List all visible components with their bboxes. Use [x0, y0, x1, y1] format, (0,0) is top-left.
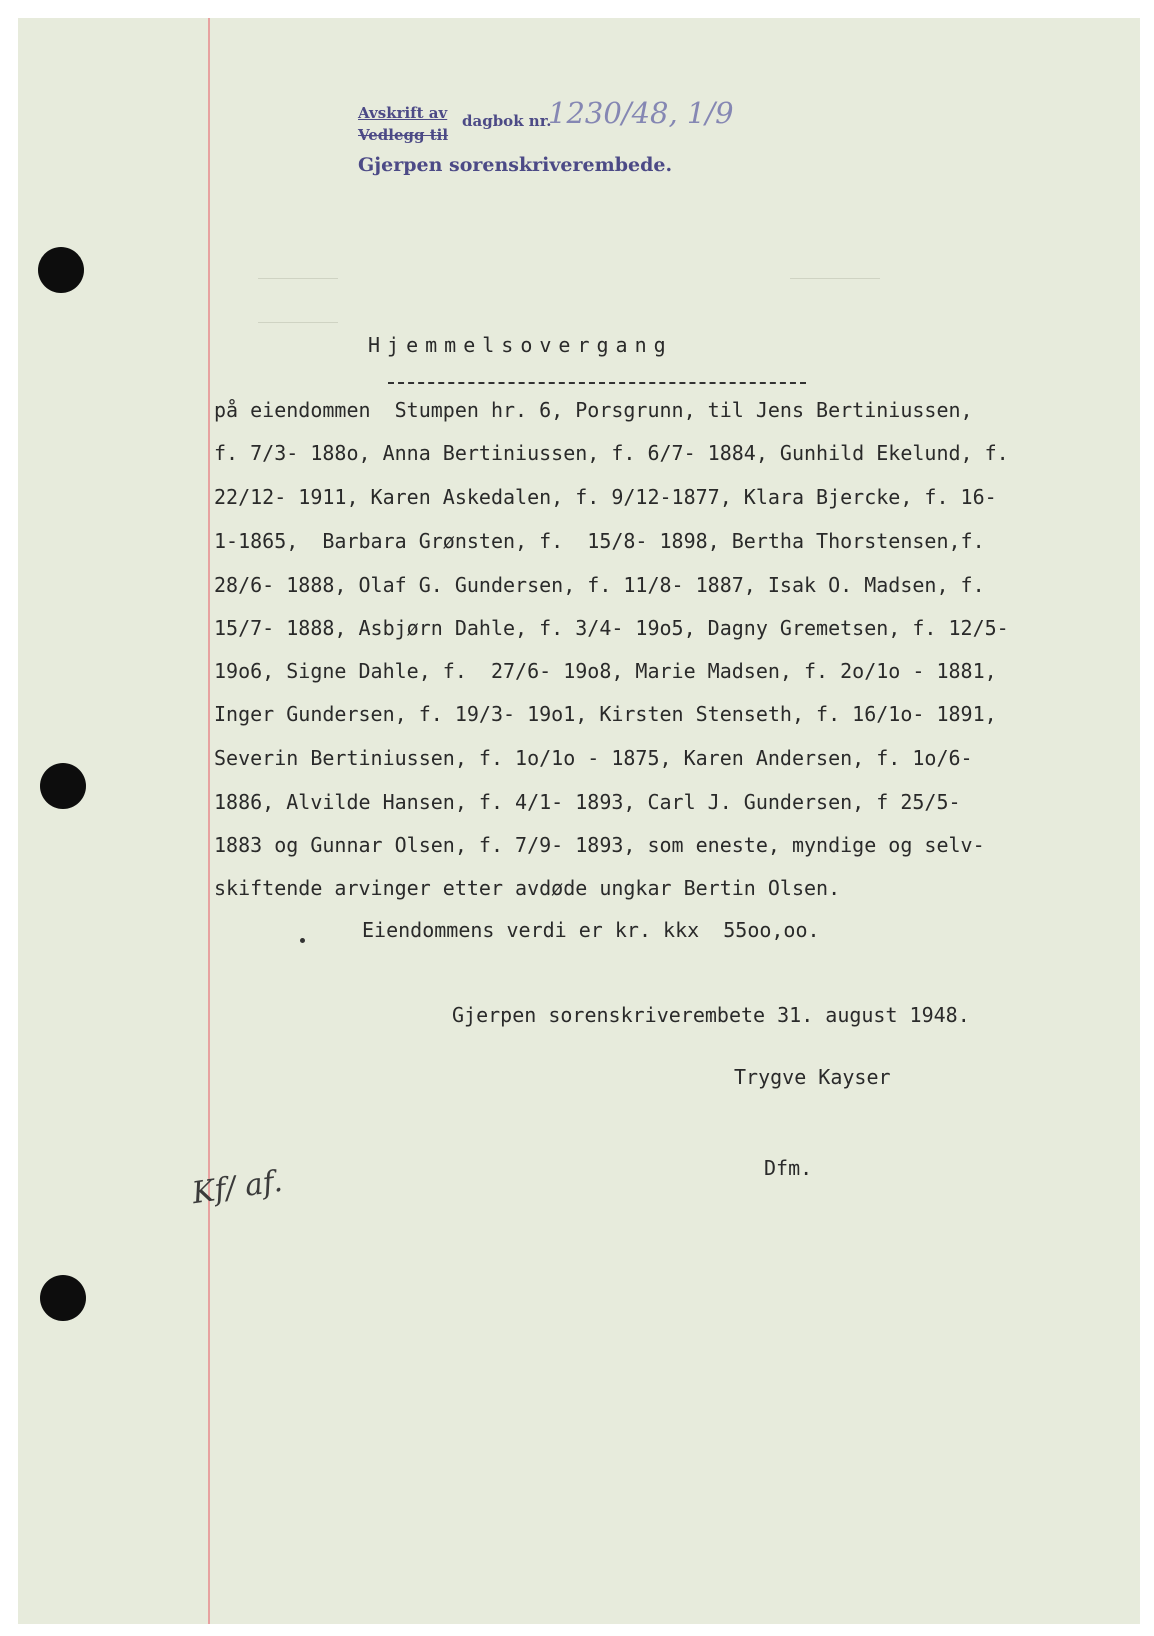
- body-line: 19o6, Signe Dahle, f. 27/6- 19o8, Marie Madsen, f. 2o/1o - 1881,: [214, 659, 997, 683]
- body-line: 1886, Alvilde Hansen, f. 4/1- 1893, Carl J. Gundersen, f 25/5-: [214, 790, 961, 814]
- handwritten-journal-number: 1230/48, 1/9: [548, 96, 734, 130]
- body-line: skiftende arvinger etter avdøde ungkar Bertin Olsen.: [214, 876, 841, 900]
- margin-line: [208, 18, 210, 1624]
- stamp-line1: Avskrift av: [358, 104, 448, 122]
- title-underline: [388, 382, 806, 384]
- property-value-line: Eiendommens verdi er kr. kkx 55oo,oo.: [362, 918, 820, 942]
- ink-dot: [300, 938, 305, 943]
- signature-name: Trygve Kayser: [734, 1065, 891, 1089]
- body-line: Inger Gundersen, f. 19/3- 19o1, Kirsten Stenseth, f. 16/1o- 1891,: [214, 702, 997, 726]
- punch-hole: [38, 247, 84, 293]
- body-line: 1883 og Gunnar Olsen, f. 7/9- 1893, som eneste, myndige og selv-: [214, 833, 985, 857]
- punch-hole: [40, 763, 86, 809]
- dfm-mark: Dfm.: [764, 1156, 813, 1180]
- body-line: 28/6- 1888, Olaf G. Gundersen, f. 11/8- 1887, Isak O. Madsen, f.: [214, 573, 985, 597]
- faint-line: [258, 278, 338, 279]
- stamp-journal-label: dagbok nr.: [462, 112, 552, 130]
- stamp-office: Gjerpen sorenskriverembede.: [358, 154, 673, 176]
- faint-line: [790, 278, 880, 279]
- document-page: [18, 18, 1140, 1624]
- handwritten-initials: Kf/ af.: [190, 1163, 285, 1212]
- punch-hole: [40, 1275, 86, 1321]
- body-line: på eiendommen Stumpen hr. 6, Porsgrunn, til Jens Bertiniussen,: [214, 398, 973, 422]
- stamp-line2: Vedlegg til: [358, 126, 449, 144]
- faint-line: [258, 322, 338, 323]
- body-line: Severin Bertiniussen, f. 1o/1o - 1875, Karen Andersen, f. 1o/6-: [214, 746, 973, 770]
- body-line: 22/12- 1911, Karen Askedalen, f. 9/12-1877, Klara Bjercke, f. 16-: [214, 485, 997, 509]
- body-line: f. 7/3- 188o, Anna Bertiniussen, f. 6/7- 1884, Gunhild Ekelund, f.: [214, 441, 1009, 465]
- body-line: 15/7- 1888, Asbjørn Dahle, f. 3/4- 19o5, Dagny Gremetsen, f. 12/5-: [214, 616, 1009, 640]
- body-line: 1-1865, Barbara Grønsten, f. 15/8- 1898, Bertha Thorstensen,f.: [214, 529, 985, 553]
- place-date: Gjerpen sorenskriverembete 31. august 1948.: [452, 1003, 970, 1027]
- document-title: Hjemmelsovergang: [368, 333, 673, 357]
